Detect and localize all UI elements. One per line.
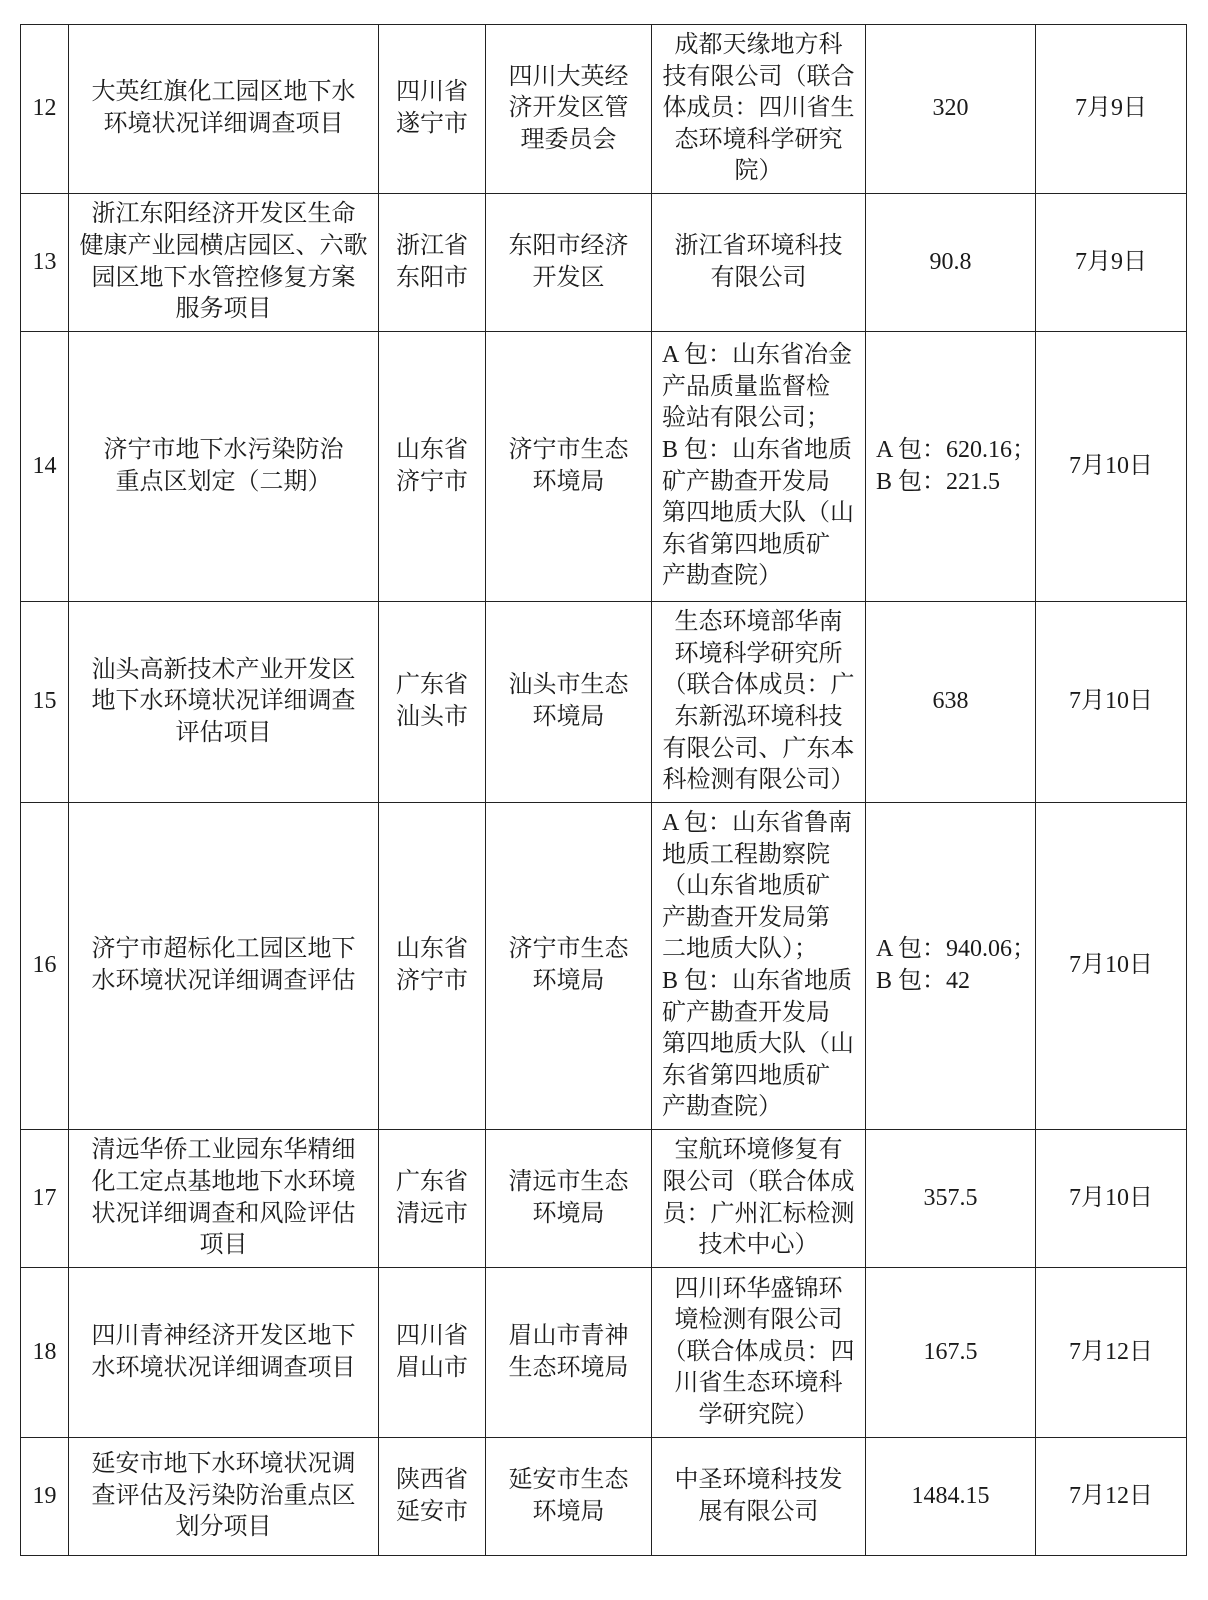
winner-line: （联合体成员：四 (662, 1338, 855, 1365)
date-cell: 7月10日 (1036, 332, 1187, 602)
owner-line: 延安市生态 (508, 1466, 629, 1493)
winner-line: 东新泓环境科技 (674, 704, 843, 730)
project-name-line: 水环境状况详细调查项目 (91, 1354, 356, 1381)
owner-line: 眉山市青神 (508, 1322, 629, 1349)
amount-line: 167.5 (923, 1338, 978, 1365)
winner-line: B 包：山东省地质 (662, 436, 853, 463)
project-name-line: 查评估及污染防治重点区 (91, 1482, 356, 1509)
winner-line: 体成员：四川省生 (662, 95, 855, 122)
owner-line: 环境局 (532, 968, 605, 994)
owner-line: 理委员会 (520, 126, 617, 153)
region-line: 济宁市 (396, 968, 468, 994)
date-cell: 7月9日 (1036, 25, 1187, 194)
region-line: 陕西省 (396, 1466, 468, 1493)
winner-line: 产勘查院） (662, 1094, 782, 1121)
row-number-cell: 14 (21, 332, 69, 602)
winner-line: 态环境科学研究 (674, 126, 843, 153)
region-line: 济宁市 (396, 468, 468, 495)
owner-line: 东阳市经济 (508, 232, 629, 259)
region-line: 汕头市 (396, 704, 468, 730)
date-cell: 7月10日 (1036, 803, 1187, 1130)
amount-cell (866, 1438, 1036, 1556)
table-row (21, 1268, 1187, 1438)
amount-line: A 包：620.16； (876, 436, 1037, 463)
amount-line: 1484.15 (911, 1482, 990, 1509)
owner-line: 四川大英经 (508, 63, 629, 90)
project-name-cell (69, 332, 379, 602)
row-number-cell: 13 (21, 194, 69, 332)
winner-cell (652, 803, 866, 1130)
region-cell (379, 1268, 486, 1438)
project-name-line: 化工定点基地地下水环境 (91, 1168, 356, 1195)
winner-cell (652, 332, 866, 602)
owner-line: 济宁市生态 (508, 936, 629, 963)
owner-line: 汕头市生态 (508, 672, 629, 699)
region-line: 广东省 (396, 1168, 468, 1195)
project-name-line: 环境状况详细调查项目 (103, 111, 344, 137)
region-line: 四川省 (396, 79, 468, 106)
project-name-cell (69, 803, 379, 1130)
project-name-line: 清远华侨工业园东华精细 (91, 1137, 356, 1164)
winner-cell (652, 25, 866, 194)
winner-line: 浙江省环境科技 (674, 232, 843, 259)
winner-cell (652, 1268, 866, 1438)
winner-line: 成都天缘地方科 (674, 32, 843, 59)
date-cell: 7月10日 (1036, 1130, 1187, 1268)
row-number-cell: 19 (21, 1438, 69, 1556)
date-cell: 7月9日 (1036, 194, 1187, 332)
owner-cell (486, 803, 652, 1130)
winner-cell (652, 194, 866, 332)
winner-line: 院） (734, 158, 783, 185)
owner-cell (486, 194, 652, 332)
project-name-line: 划分项目 (175, 1514, 272, 1541)
project-name-cell (69, 1130, 379, 1268)
amount-cell (866, 803, 1036, 1130)
winner-line: A 包：山东省冶金 (662, 342, 853, 369)
winner-line: 有限公司、广东本 (662, 735, 855, 762)
amount-line: 357.5 (923, 1184, 978, 1211)
region-cell (379, 1438, 486, 1556)
table-row (21, 1130, 1187, 1268)
region-line: 四川省 (396, 1322, 468, 1349)
winner-line: 验站有限公司； (662, 405, 830, 432)
region-line: 东阳市 (396, 264, 468, 291)
amount-line: 638 (932, 688, 969, 715)
project-name-line: 汕头高新技术产业开发区 (91, 656, 356, 683)
project-name-line: 地下水环境状况详细调查 (91, 688, 356, 715)
row-number-cell: 15 (21, 602, 69, 803)
winner-line: 产品质量监督检 (662, 373, 830, 400)
winner-line: 技有限公司（联合 (662, 63, 855, 90)
region-line: 遂宁市 (396, 111, 468, 137)
owner-line: 环境局 (532, 1200, 605, 1227)
owner-line: 清远市生态 (508, 1168, 629, 1195)
winner-line: 科检测有限公司） (662, 767, 855, 794)
project-name-line: 健康产业园横店园区、六歌 (79, 232, 368, 259)
winner-line: 第四地质大队（山 (662, 1031, 854, 1058)
amount-line: B 包：221.5 (876, 468, 1001, 495)
project-name-cell (69, 602, 379, 803)
region-cell (379, 25, 486, 194)
winner-line: 有限公司 (710, 264, 807, 291)
region-line: 眉山市 (396, 1354, 468, 1381)
winner-line: 中圣环境科技发 (674, 1466, 843, 1493)
row-number-cell: 17 (21, 1130, 69, 1268)
winner-line: 宝航环境修复有 (674, 1137, 843, 1164)
project-name-line: 项目 (199, 1232, 248, 1259)
region-cell (379, 602, 486, 803)
project-name-line: 重点区划定（二期） (115, 468, 332, 495)
project-name-line: 评估项目 (175, 719, 272, 746)
amount-cell (866, 1130, 1036, 1268)
winner-line: 矿产勘查开发局 (662, 468, 830, 495)
winner-line: 员：广州汇标检测 (662, 1200, 855, 1227)
winner-line: 生态环境部华南 (674, 609, 843, 636)
winner-cell (652, 1130, 866, 1268)
winner-line: 产勘查院） (662, 563, 782, 590)
winner-line: 地质工程勘察院 (662, 841, 830, 868)
winner-line: 技术中心） (698, 1232, 819, 1259)
project-name-line: 浙江东阳经济开发区生命 (91, 201, 356, 228)
winner-line: 四川环华盛锦环 (674, 1275, 843, 1302)
owner-cell (486, 332, 652, 602)
winner-line: A 包：山东省鲁南 (662, 810, 853, 837)
winner-line: （山东省地质矿 (662, 873, 830, 900)
owner-cell (486, 1268, 652, 1438)
region-line: 广东省 (396, 672, 468, 699)
table-row (21, 602, 1187, 803)
owner-line: 环境局 (532, 468, 605, 495)
winner-line: B 包：山东省地质 (662, 968, 853, 994)
region-line: 延安市 (396, 1498, 468, 1525)
amount-line: A 包：940.06； (876, 936, 1037, 963)
project-name-line: 济宁市地下水污染防治 (103, 436, 344, 463)
winner-line: 环境科学研究所 (674, 640, 843, 667)
project-name-line: 服务项目 (175, 296, 272, 323)
amount-line: 320 (932, 95, 969, 122)
date-cell: 7月12日 (1036, 1268, 1187, 1438)
table-row (21, 803, 1187, 1130)
winner-line: 第四地质大队（山 (662, 500, 854, 527)
owner-line: 开发区 (532, 264, 605, 291)
amount-cell (866, 25, 1036, 194)
date-cell: 7月10日 (1036, 602, 1187, 803)
winner-line: 川省生态环境科 (674, 1370, 843, 1397)
owner-cell (486, 602, 652, 803)
project-name-line: 水环境状况详细调查评估 (91, 968, 356, 994)
amount-cell (866, 194, 1036, 332)
region-line: 浙江省 (396, 232, 468, 259)
winner-line: 学研究院） (698, 1401, 819, 1428)
owner-line: 济宁市生态 (508, 436, 629, 463)
project-name-cell (69, 1268, 379, 1438)
winner-line: （联合体成员：广 (662, 672, 855, 699)
winner-line: 境检测有限公司 (674, 1307, 843, 1334)
row-number-cell: 16 (21, 803, 69, 1130)
amount-cell (866, 1268, 1036, 1438)
region-cell (379, 332, 486, 602)
project-name-cell (69, 25, 379, 194)
winner-cell (652, 602, 866, 803)
winner-line: 限公司（联合体成 (662, 1168, 855, 1195)
region-cell (379, 803, 486, 1130)
amount-line: B 包：42 (876, 968, 971, 994)
owner-line: 济开发区管 (508, 95, 629, 122)
project-name-cell (69, 1438, 379, 1556)
winner-line: 二地质大队）； (662, 936, 818, 963)
owner-cell (486, 25, 652, 194)
winner-line: 产勘查开发局第 (662, 904, 830, 931)
row-number-cell: 18 (21, 1268, 69, 1438)
region-line: 山东省 (396, 936, 468, 963)
project-name-line: 状况详细调查和风险评估 (91, 1200, 356, 1227)
project-name-line: 大英红旗化工园区地下水 (91, 79, 356, 106)
project-name-line: 济宁市超标化工园区地下 (91, 936, 356, 963)
project-name-line: 园区地下水管控修复方案 (91, 264, 356, 291)
winner-line: 东省第四地质矿 (662, 531, 830, 558)
region-line: 山东省 (396, 436, 468, 463)
table-row (21, 25, 1187, 194)
table-row (21, 194, 1187, 332)
owner-line: 环境局 (532, 1498, 605, 1525)
owner-cell (486, 1130, 652, 1268)
region-line: 清远市 (396, 1200, 468, 1227)
amount-cell (866, 332, 1036, 602)
owner-cell (486, 1438, 652, 1556)
region-cell (379, 194, 486, 332)
table-row (21, 332, 1187, 602)
owner-line: 环境局 (532, 704, 605, 730)
amount-cell (866, 602, 1036, 803)
winner-cell (652, 1438, 866, 1556)
amount-line: 90.8 (929, 248, 972, 275)
project-name-cell (69, 194, 379, 332)
region-cell (379, 1130, 486, 1268)
winner-line: 矿产勘查开发局 (662, 999, 830, 1026)
owner-line: 生态环境局 (508, 1354, 629, 1381)
table-row (21, 1438, 1187, 1556)
bid-results-table (20, 24, 1187, 1556)
date-cell: 7月12日 (1036, 1438, 1187, 1556)
row-number-cell: 12 (21, 25, 69, 194)
table-body (21, 25, 1187, 1556)
winner-line: 东省第四地质矿 (662, 1062, 830, 1089)
winner-line: 展有限公司 (698, 1498, 819, 1525)
project-name-line: 四川青神经济开发区地下 (91, 1322, 356, 1349)
project-name-line: 延安市地下水环境状况调 (91, 1451, 356, 1478)
